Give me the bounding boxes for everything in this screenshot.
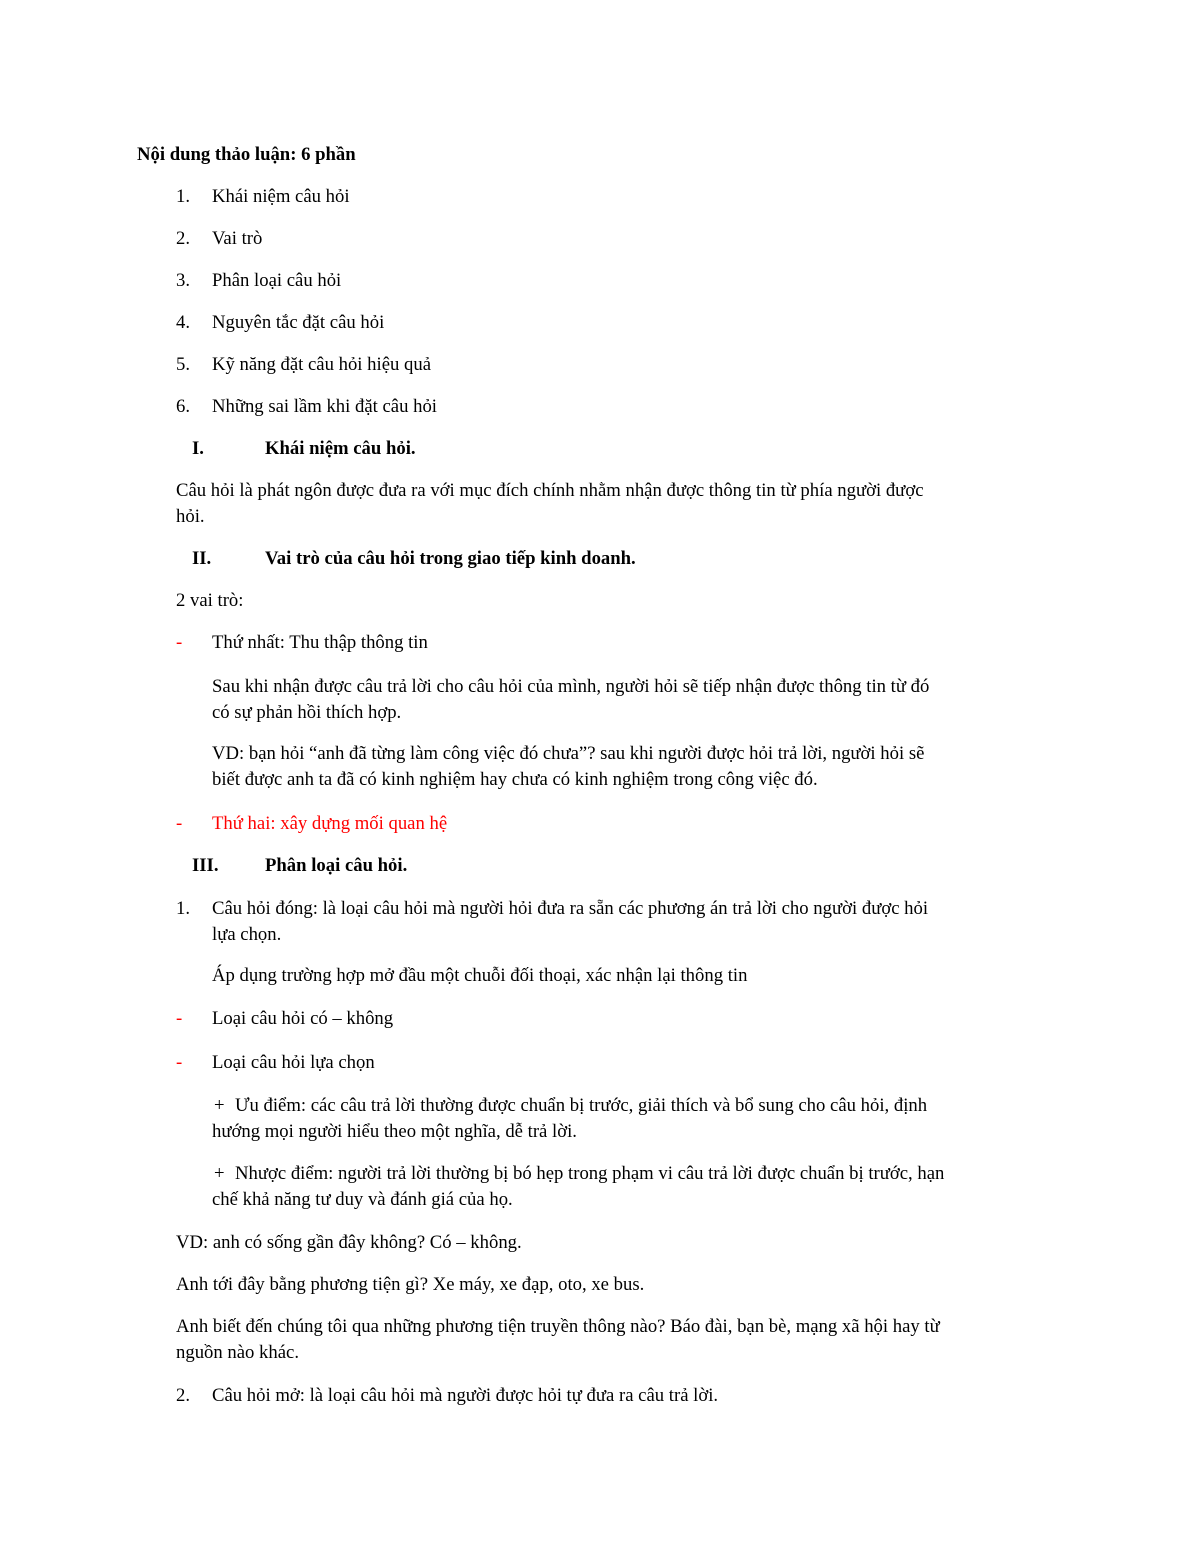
outline-item: Những sai lầm khi đặt câu hỏi [212,396,437,417]
document-title: Nội dung thảo luận: 6 phần [137,144,356,165]
outline-item: Kỹ năng đặt câu hỏi hiệu quả [212,354,431,375]
outline-item: Nguyên tắc đặt câu hỏi [212,312,385,333]
list-item: Thứ hai: xây dựng mối quan hệ [212,813,448,834]
paragraph-line: Ưu điểm: các câu trả lời thường được chuẩn bị trước, giải thích và bổ sung cho câu hỏi, định [235,1095,928,1116]
dash-bullet: - [176,1052,183,1073]
section-heading: Khái niệm câu hỏi. [265,438,416,459]
section-number: I. [192,438,204,459]
paragraph-line: biết được anh ta đã có kinh nghiệm hay chưa có kinh nghiệm trong công việc đó. [212,769,818,790]
paragraph-line: hướng mọi người hiểu theo một nghĩa, dễ trả lời. [212,1121,577,1142]
list-item: Loại câu hỏi lựa chọn [212,1052,375,1073]
plus-bullet: + [214,1095,225,1116]
paragraph-line: VD: bạn hỏi “anh đã từng làm công việc đó chưa”? sau khi người được hỏi trả lời, người hỏi sẽ [212,743,925,764]
section-number: III. [192,855,219,876]
paragraph-line: nguồn nào khác. [176,1342,299,1363]
dash-bullet: - [176,1008,183,1029]
list-item-number: 1. [176,898,191,919]
paragraph: VD: anh có sống gần đây không? Có – không. [176,1232,522,1253]
paragraph-line: Câu hỏi là phát ngôn được đưa ra với mục đích chính nhằm nhận được thông tin từ phía người được [176,480,924,501]
outline-item: Khái niệm câu hỏi [212,186,350,207]
outline-item-number: 5. [176,354,191,375]
dash-bullet: - [176,632,183,653]
paragraph-line: Anh biết đến chúng tôi qua những phương tiện truyền thông nào? Báo đài, bạn bè, mạng xã hội hay từ [176,1316,940,1337]
dash-bullet: - [176,813,183,834]
section-heading: Vai trò của câu hỏi trong giao tiếp kinh doanh. [265,548,636,569]
outline-item: Phân loại câu hỏi [212,270,342,291]
list-item: Thứ nhất: Thu thập thông tin [212,632,428,653]
paragraph: Anh tới đây bằng phương tiện gì? Xe máy, xe đạp, oto, xe bus. [176,1274,645,1295]
paragraph-line: Nhược điểm: người trả lời thường bị bó hẹp trong phạm vi câu trả lời được chuẩn bị trước, hạn [235,1163,945,1184]
paragraph-line: có sự phản hồi thích hợp. [212,702,402,723]
paragraph-line: hỏi. [176,506,205,527]
outline-item-number: 3. [176,270,191,291]
plus-bullet: + [214,1163,225,1184]
outline-item-number: 2. [176,228,191,249]
outline-item-number: 1. [176,186,191,207]
outline-item-number: 6. [176,396,191,417]
paragraph: Áp dụng trường hợp mở đầu một chuỗi đối thoại, xác nhận lại thông tin [212,965,748,986]
list-item-number: 2. [176,1385,191,1406]
paragraph-line: lựa chọn. [212,924,282,945]
list-item: Loại câu hỏi có – không [212,1008,394,1029]
paragraph: Câu hỏi mở: là loại câu hỏi mà người được hỏi tự đưa ra câu trả lời. [212,1385,719,1406]
outline-item-number: 4. [176,312,191,333]
outline-item: Vai trò [212,228,263,249]
section-heading: Phân loại câu hỏi. [265,855,408,876]
paragraph-line: Câu hỏi đóng: là loại câu hỏi mà người hỏi đưa ra sẵn các phương án trả lời cho người được hỏi [212,898,929,919]
paragraph-line: Sau khi nhận được câu trả lời cho câu hỏi của mình, người hỏi sẽ tiếp nhận được thông tin từ đó [212,676,930,697]
paragraph: 2 vai trò: [176,590,244,611]
section-number: II. [192,548,212,569]
paragraph-line: chế khả năng tư duy và đánh giá của họ. [212,1189,513,1210]
